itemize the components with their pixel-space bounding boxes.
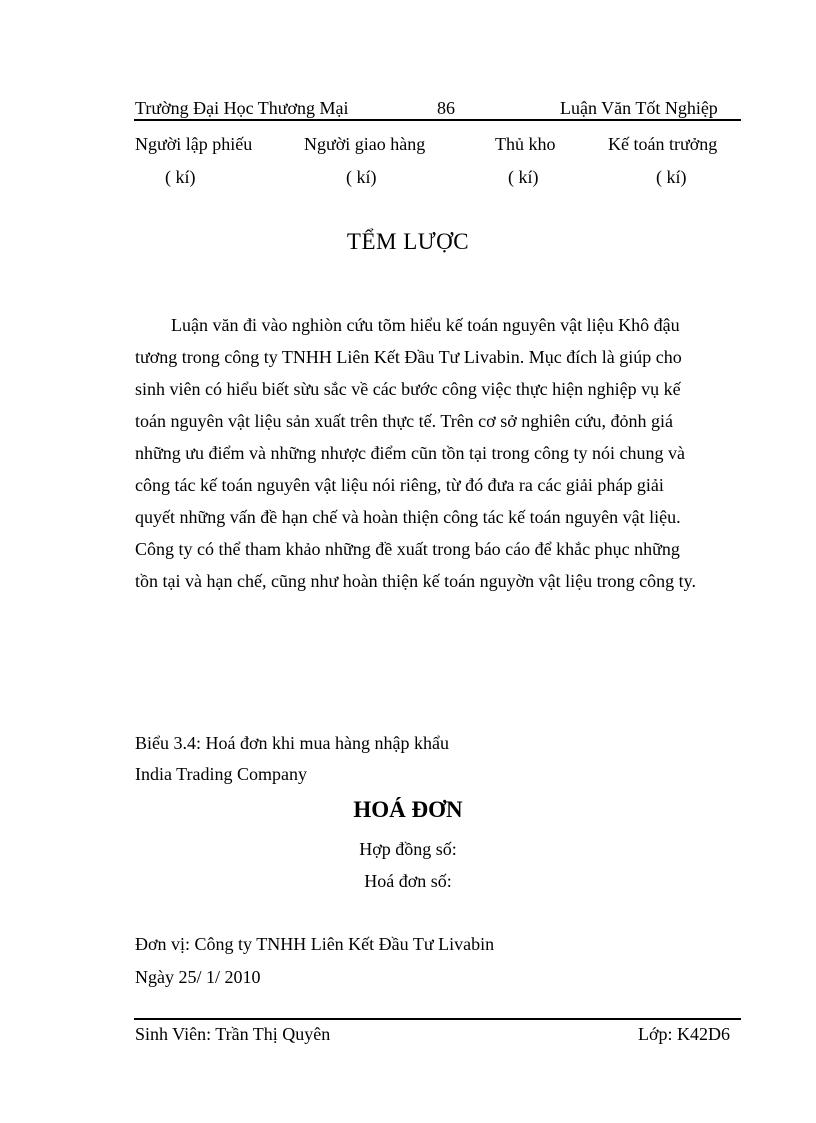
- summary-line: toán nguyên vật liệu sản xuất trên thực tế. Trên cơ sở nghiên cứu, đỏnh giá: [135, 411, 673, 431]
- signature-sign-preparer: ( kí): [165, 167, 196, 187]
- header-doc-type: Luận Văn Tốt Nghiệp: [560, 98, 718, 118]
- summary-line: Công ty có thể tham khảo những đề xuất trong báo cáo để khắc phục những: [135, 539, 680, 559]
- summary-line: tồn tại và hạn chế, cũng như hoàn thiện kế toán nguyờn vật liệu trong công ty.: [135, 571, 696, 591]
- footer-student: Sinh Viên: Trần Thị Quyên: [135, 1024, 331, 1044]
- signature-sign-storekeeper: ( kí): [508, 167, 539, 187]
- invoice-unit: Đơn vị: Công ty TNHH Liên Kết Đầu Tư Livabin: [135, 934, 495, 954]
- summary-line: tương trong công ty TNHH Liên Kết Đầu Tư Livabin. Mục đích là giúp cho: [135, 347, 682, 367]
- summary-line: Luận văn đi vào nghiòn cứu tõm hiểu kế toán nguyên vật liệu Khô đậu: [171, 315, 680, 335]
- summary-line: quyết những vấn đề hạn chế và hoàn thiện công tác kế toán nguyên vật liệu.: [135, 507, 681, 527]
- signature-role-deliverer: Người giao hàng: [304, 134, 426, 154]
- header-rule: [134, 119, 741, 121]
- header-page-number: 86: [437, 98, 455, 118]
- summary-paragraph: [135, 309, 735, 597]
- footer-rule: [134, 1018, 741, 1020]
- invoice-number: Hoá đơn số:: [364, 871, 452, 891]
- signature-role-chief-accountant: Kế toán trưởng: [608, 134, 718, 154]
- summary-title: TỂM LƯỢC: [346, 229, 470, 254]
- header-school: Trường Đại Học Thương Mại: [135, 98, 349, 118]
- invoice-title: HOÁ ĐƠN: [353, 797, 463, 822]
- summary-line: công tác kế toán nguyên vật liệu nói riêng, từ đó đưa ra các giải pháp giải: [135, 475, 664, 495]
- summary-line: những ưu điểm và những nhược điểm cũn tồn tại trong công ty nói chung và: [135, 443, 685, 463]
- invoice-caption: Biểu 3.4: Hoá đơn khi mua hàng nhập khẩu: [135, 733, 449, 753]
- footer-class: Lớp: K42D6: [638, 1024, 731, 1044]
- signature-sign-chief-accountant: ( kí): [656, 167, 687, 187]
- summary-line: sinh viên có hiểu biết sừu sắc về các bước công việc thực hiện nghiệp vụ kế: [135, 379, 681, 399]
- signature-role-preparer: Người lập phiếu: [135, 134, 253, 154]
- invoice-company: India Trading Company: [135, 764, 308, 784]
- signature-role-storekeeper: Thủ kho: [495, 134, 556, 154]
- invoice-contract-no: Hợp đồng số:: [359, 839, 457, 859]
- signature-sign-deliverer: ( kí): [346, 167, 377, 187]
- invoice-date: Ngày 25/ 1/ 2010: [135, 967, 261, 987]
